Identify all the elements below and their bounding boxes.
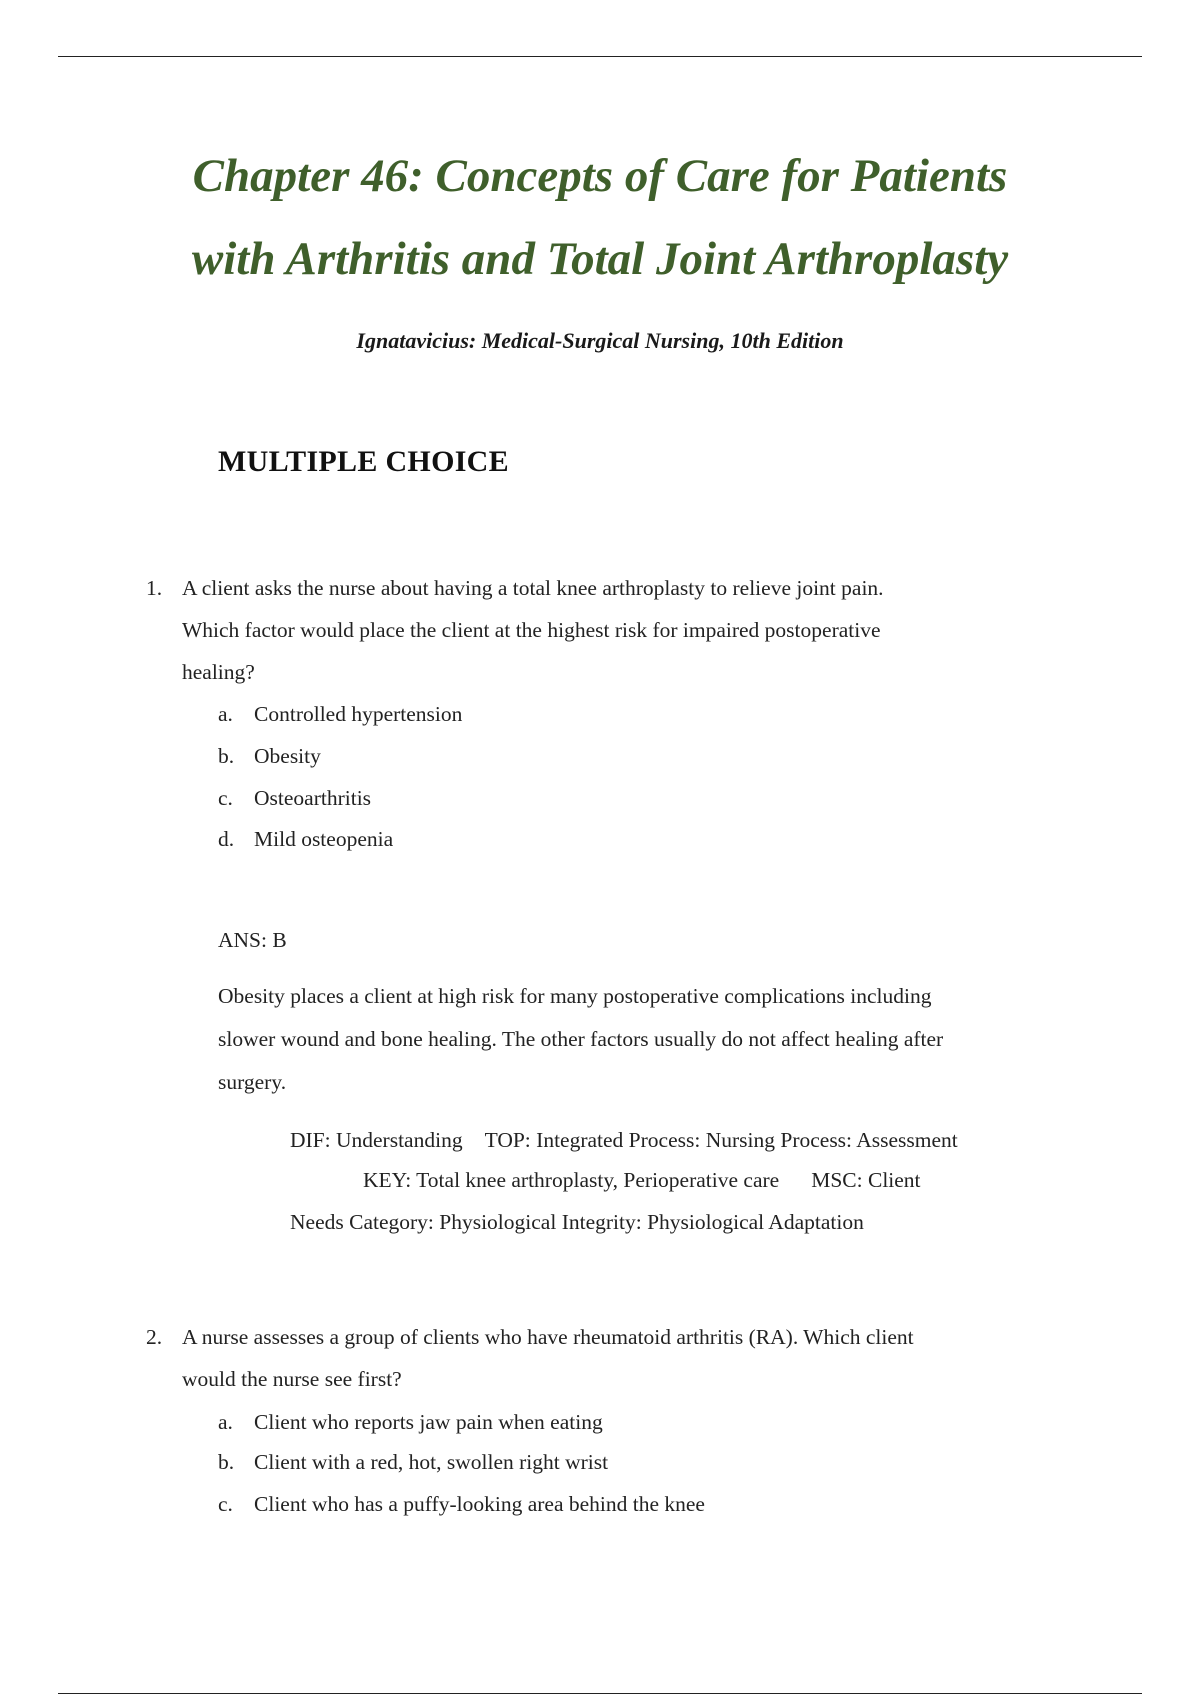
question-1-stem (146, 567, 884, 693)
option-text: Client who has a puffy-looking area behind the knee (254, 1492, 705, 1516)
option-text: Mild osteopenia (254, 827, 394, 851)
option-text: Osteoarthritis (254, 786, 372, 810)
meta-difficulty: DIF: Understanding (290, 1128, 463, 1152)
chapter-title-line-2: with Arthritis and Total Joint Arthroplasty (191, 233, 1009, 285)
rationale-line-1: Obesity places a client at high risk for many postoperative complications including (218, 984, 932, 1008)
option-letter: c. (218, 786, 233, 810)
bottom-rule (58, 1693, 1142, 1694)
top-rule (58, 56, 1142, 57)
question-2-option-c (218, 1483, 705, 1525)
option-letter: d. (218, 827, 235, 851)
question-2-stem (146, 1316, 914, 1400)
option-text: Obesity (254, 744, 321, 768)
question-1-option-a (218, 693, 462, 735)
meta-topic: TOP: Integrated Process: Nursing Process: Assessment (484, 1128, 958, 1152)
option-text: Controlled hypertension (254, 702, 463, 726)
rationale-line-3: surgery. (218, 1070, 287, 1094)
question-1-meta-line-3: Needs Category: Physiological Integrity: Physiological Adaptation (290, 1210, 864, 1234)
question-2-option-a (218, 1401, 603, 1443)
book-subtitle: Ignatavicius: Medical-Surgical Nursing, 10th Edition (356, 328, 844, 353)
chapter-title-line-1: Chapter 46: Concepts of Care for Patients (192, 150, 1008, 202)
question-1-meta-line-1 (290, 1128, 958, 1153)
option-text: Client with a red, hot, swollen right wrist (254, 1450, 609, 1474)
question-1-option-d (218, 818, 393, 860)
question-1-stem-line-2: Which factor would place the client at the highest risk for impaired postoperative (182, 618, 881, 642)
meta-key: KEY: Total knee arthroplasty, Perioperative care (363, 1168, 780, 1192)
meta-msc: MSC: Client (811, 1168, 921, 1192)
question-1-meta-line-2 (363, 1168, 921, 1193)
section-heading: MULTIPLE CHOICE (218, 445, 509, 478)
chapter-title (0, 135, 1200, 301)
question-1-stem-line-3: healing? (182, 660, 255, 684)
question-1-number: 1. (146, 576, 163, 600)
option-letter: a. (218, 1410, 233, 1434)
question-1-rationale (218, 975, 943, 1104)
question-2-stem-line-2: would the nurse see first? (182, 1367, 402, 1391)
question-1-answer: ANS: B (218, 928, 287, 952)
option-letter: a. (218, 702, 233, 726)
rationale-line-2: slower wound and bone healing. The other factors usually do not affect healing after (218, 1027, 944, 1051)
option-letter: c. (218, 1492, 233, 1516)
question-2-number: 2. (146, 1325, 163, 1349)
option-letter: b. (218, 1450, 235, 1474)
question-2-option-b (218, 1441, 608, 1483)
option-letter: b. (218, 744, 235, 768)
question-1-option-c (218, 777, 371, 819)
question-2-stem-line-1: A nurse assesses a group of clients who have rheumatoid arthritis (RA). Which client (182, 1325, 914, 1349)
question-1-stem-line-1: A client asks the nurse about having a total knee arthroplasty to relieve joint pain. (182, 576, 884, 600)
question-1-option-b (218, 735, 321, 777)
option-text: Client who reports jaw pain when eating (254, 1410, 603, 1434)
